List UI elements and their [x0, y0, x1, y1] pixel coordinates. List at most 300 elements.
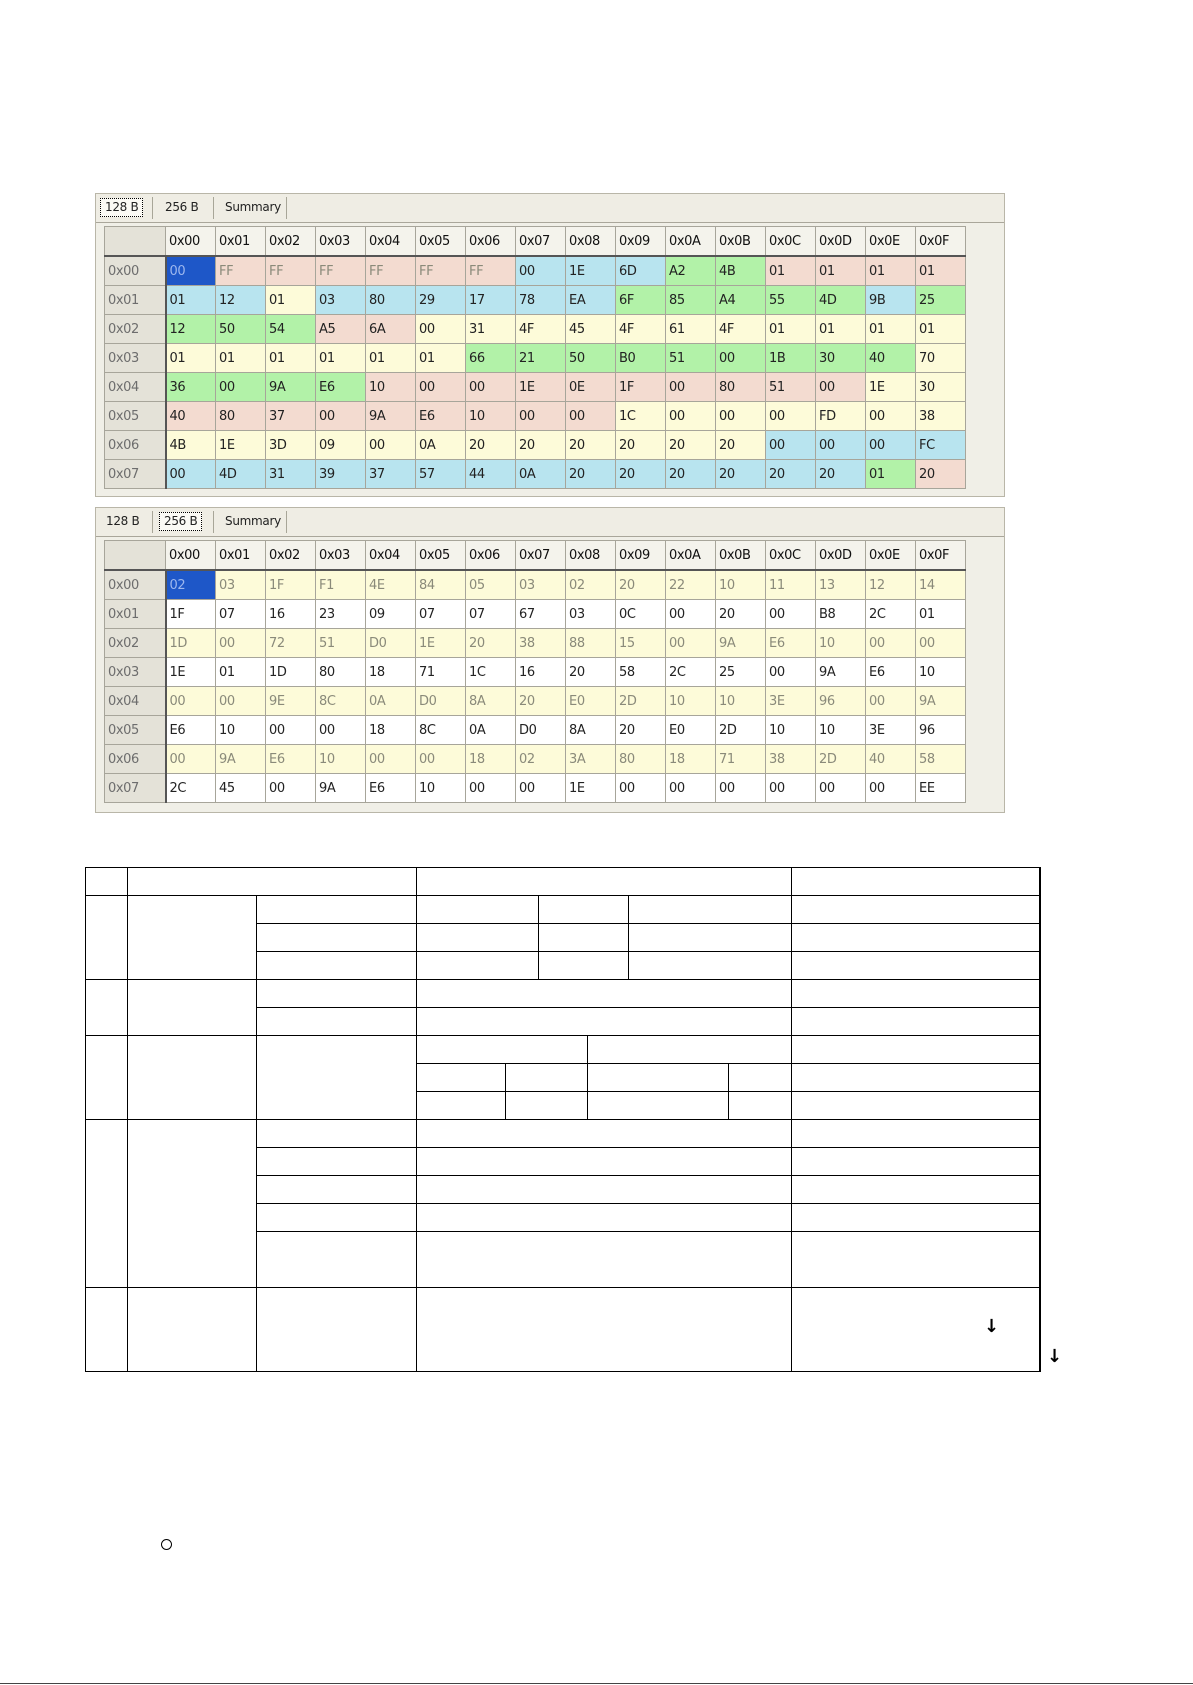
hex-cell[interactable]: 03 — [516, 570, 566, 600]
hex-cell[interactable]: 4B — [716, 256, 766, 286]
hex-cell[interactable]: 80 — [616, 745, 666, 774]
hex-cell[interactable]: A4 — [716, 286, 766, 315]
spec-row — [86, 1120, 1041, 1148]
hex-cell[interactable]: 20 — [516, 687, 566, 716]
hex-cell[interactable]: 38 — [766, 745, 816, 774]
hex-cell[interactable]: 51 — [316, 629, 366, 658]
hex-cell[interactable]: 1B — [766, 344, 816, 373]
hex-cell[interactable]: 1D — [266, 658, 316, 687]
row-header: 0x04 — [105, 373, 166, 402]
hex-cell[interactable]: 80 — [216, 402, 266, 431]
hex-cell[interactable]: 01 — [366, 344, 416, 373]
column-header: 0x0A — [666, 227, 716, 257]
hex-cell[interactable]: 23 — [316, 600, 366, 629]
hex-cell[interactable]: 9A — [716, 629, 766, 658]
hex-cell[interactable]: 1E — [166, 658, 216, 687]
hex-cell[interactable]: 58 — [916, 745, 966, 774]
hex-cell[interactable]: 00 — [216, 373, 266, 402]
hex-cell[interactable]: 3D — [266, 431, 316, 460]
hex-cell[interactable]: 18 — [666, 745, 716, 774]
hex-cell[interactable]: 00 — [516, 774, 566, 803]
tab-128b[interactable]: 128 B — [100, 198, 143, 217]
hex-cell[interactable]: 18 — [466, 745, 516, 774]
tab-256b[interactable]: 256 B — [159, 512, 202, 531]
hex-row — [105, 716, 966, 745]
circle-bullet-icon — [161, 1539, 172, 1550]
column-header: 0x02 — [266, 541, 316, 571]
hex-cell[interactable]: 45 — [566, 315, 616, 344]
hex-cell[interactable]: 01 — [166, 286, 216, 315]
hex-cell[interactable]: 30 — [916, 373, 966, 402]
hex-cell[interactable]: 20 — [766, 460, 816, 489]
hex-cell[interactable]: 09 — [366, 600, 416, 629]
hex-cell[interactable]: 00 — [316, 716, 366, 745]
hex-cell[interactable]: 20 — [666, 431, 716, 460]
hex-cell[interactable]: 01 — [866, 256, 916, 286]
hex-cell[interactable]: 00 — [366, 745, 416, 774]
tab-256b[interactable]: 256 B — [165, 200, 199, 214]
hex-cell[interactable]: 1E — [566, 774, 616, 803]
hex-cell[interactable]: E6 — [766, 629, 816, 658]
hex-cell[interactable]: E6 — [416, 402, 466, 431]
column-header: 0x0C — [766, 227, 816, 257]
hex-cell[interactable]: 16 — [516, 658, 566, 687]
hex-cell[interactable]: 8A — [566, 716, 616, 745]
hex-cell[interactable]: FD — [816, 402, 866, 431]
hex-cell[interactable]: 40 — [866, 344, 916, 373]
hex-cell[interactable]: 10 — [466, 402, 516, 431]
hex-cell[interactable]: 00 — [216, 629, 266, 658]
hex-cell[interactable]: 9A — [316, 774, 366, 803]
hex-cell[interactable]: 00 — [666, 629, 716, 658]
hex-cell[interactable]: FF — [266, 256, 316, 286]
hex-cell[interactable]: 10 — [416, 774, 466, 803]
hex-cell[interactable]: 25 — [716, 658, 766, 687]
hex-row — [105, 687, 966, 716]
hex-cell[interactable]: 00 — [866, 431, 916, 460]
hex-cell[interactable]: A5 — [316, 315, 366, 344]
hex-cell[interactable]: 1E — [216, 431, 266, 460]
hex-cell[interactable]: 20 — [516, 431, 566, 460]
hex-cell[interactable]: 00 — [716, 774, 766, 803]
column-header: 0x00 — [166, 227, 216, 257]
hex-cell[interactable]: 00 — [616, 774, 666, 803]
hex-cell[interactable]: 9A — [366, 402, 416, 431]
hex-cell[interactable]: 80 — [716, 373, 766, 402]
hex-cell[interactable]: 20 — [566, 431, 616, 460]
hex-cell[interactable]: 9B — [866, 286, 916, 315]
hex-cell[interactable]: 09 — [316, 431, 366, 460]
hex-cell[interactable]: 02 — [516, 745, 566, 774]
tab-128b[interactable]: 128 B — [106, 514, 140, 528]
hex-cell[interactable]: 6D — [616, 256, 666, 286]
hex-cell[interactable]: 10 — [766, 716, 816, 745]
hex-cell[interactable]: 02 — [566, 570, 616, 600]
hex-cell[interactable]: 01 — [266, 286, 316, 315]
hex-cell[interactable]: D0 — [366, 629, 416, 658]
hex-viewer-panel-256b — [95, 507, 1005, 813]
hex-cell[interactable]: 1C — [616, 402, 666, 431]
hex-cell[interactable]: 20 — [616, 716, 666, 745]
hex-cell[interactable]: FF — [466, 256, 516, 286]
hex-cell[interactable]: 00 — [666, 600, 716, 629]
hex-cell[interactable]: 07 — [416, 600, 466, 629]
hex-cell[interactable]: 00 — [216, 687, 266, 716]
hex-cell[interactable]: 10 — [816, 629, 866, 658]
hex-cell[interactable]: 54 — [266, 315, 316, 344]
hex-cell[interactable]: 1F — [166, 600, 216, 629]
hex-cell[interactable]: 50 — [566, 344, 616, 373]
hex-cell[interactable]: 00 — [166, 460, 216, 489]
row-header: 0x05 — [105, 402, 166, 431]
hex-cell[interactable]: F1 — [316, 570, 366, 600]
hex-cell[interactable]: 00 — [766, 658, 816, 687]
column-header: 0x04 — [366, 541, 416, 571]
hex-cell[interactable]: 00 — [666, 402, 716, 431]
hex-cell[interactable]: 12 — [166, 315, 216, 344]
hex-cell[interactable]: 61 — [666, 315, 716, 344]
hex-cell[interactable]: 2D — [616, 687, 666, 716]
hex-cell[interactable]: 05 — [466, 570, 516, 600]
column-header: 0x0E — [866, 227, 916, 257]
hex-cell[interactable]: 18 — [366, 658, 416, 687]
row-header: 0x05 — [105, 716, 166, 745]
hex-cell[interactable]: 4F — [616, 315, 666, 344]
hex-cell[interactable]: D0 — [516, 716, 566, 745]
hex-cell[interactable]: 00 — [566, 402, 616, 431]
hex-cell[interactable]: E6 — [266, 745, 316, 774]
hex-cell[interactable]: 10 — [316, 745, 366, 774]
hex-cell[interactable]: 84 — [416, 570, 466, 600]
hex-cell[interactable]: 2D — [716, 716, 766, 745]
hex-cell[interactable]: E6 — [366, 774, 416, 803]
hex-cell[interactable]: 2C — [866, 600, 916, 629]
hex-cell[interactable]: 00 — [416, 745, 466, 774]
hex-cell[interactable]: 00 — [716, 402, 766, 431]
page-rule — [0, 1683, 1193, 1684]
hex-cell[interactable]: 72 — [266, 629, 316, 658]
hex-cell[interactable]: 00 — [266, 774, 316, 803]
hex-cell[interactable]: 00 — [416, 315, 466, 344]
hex-cell[interactable]: 9A — [816, 658, 866, 687]
hex-cell[interactable]: 10 — [816, 716, 866, 745]
hex-cell[interactable]: 80 — [366, 286, 416, 315]
hex-cell[interactable]: 30 — [816, 344, 866, 373]
hex-cell[interactable]: 1D — [166, 629, 216, 658]
column-header: 0x03 — [316, 541, 366, 571]
hex-cell[interactable]: 00 — [166, 745, 216, 774]
hex-cell[interactable]: EA — [566, 286, 616, 315]
hex-cell[interactable]: 0E — [566, 373, 616, 402]
hex-row — [105, 570, 966, 600]
hex-cell[interactable]: 9E — [266, 687, 316, 716]
column-header: 0x05 — [416, 541, 466, 571]
hex-cell[interactable]: 20 — [466, 431, 516, 460]
hex-cell[interactable]: 3E — [866, 716, 916, 745]
hex-cell[interactable]: 00 — [766, 431, 816, 460]
hex-cell[interactable]: 00 — [816, 431, 866, 460]
hex-cell[interactable]: 50 — [216, 315, 266, 344]
hex-cell[interactable]: 0A — [416, 431, 466, 460]
hex-cell[interactable]: 0C — [616, 600, 666, 629]
hex-cell[interactable]: 1C — [466, 658, 516, 687]
hex-cell[interactable]: 20 — [666, 460, 716, 489]
hex-cell[interactable]: 55 — [766, 286, 816, 315]
hex-cell[interactable]: 37 — [366, 460, 416, 489]
hex-cell[interactable]: 00 — [366, 431, 416, 460]
hex-cell[interactable]: 29 — [416, 286, 466, 315]
hex-cell[interactable]: 00 — [516, 402, 566, 431]
hex-cell[interactable]: 10 — [716, 570, 766, 600]
hex-cell[interactable]: 10 — [916, 658, 966, 687]
hex-cell[interactable]: 00 — [466, 373, 516, 402]
row-header: 0x02 — [105, 315, 166, 344]
hex-cell[interactable]: 00 — [866, 629, 916, 658]
hex-cell[interactable]: 10 — [716, 687, 766, 716]
hex-cell[interactable]: FC — [916, 431, 966, 460]
hex-cell[interactable]: 22 — [666, 570, 716, 600]
hex-cell[interactable]: 01 — [316, 344, 366, 373]
hex-cell[interactable]: 51 — [766, 373, 816, 402]
hex-cell[interactable]: 6A — [366, 315, 416, 344]
hex-cell[interactable]: 39 — [316, 460, 366, 489]
hex-cell[interactable]: 07 — [466, 600, 516, 629]
hex-cell[interactable]: 0A — [516, 460, 566, 489]
column-header: 0x08 — [566, 227, 616, 257]
hex-cell[interactable]: 70 — [916, 344, 966, 373]
hex-cell[interactable]: 00 — [816, 774, 866, 803]
hex-cell[interactable]: 20 — [716, 460, 766, 489]
hex-cell[interactable]: 10 — [366, 373, 416, 402]
hex-cell[interactable]: E0 — [666, 716, 716, 745]
hex-cell[interactable]: 01 — [216, 658, 266, 687]
hex-cell[interactable]: 4B — [166, 431, 216, 460]
hex-cell[interactable]: 0A — [366, 687, 416, 716]
hex-cell[interactable]: 71 — [716, 745, 766, 774]
hex-cell[interactable]: 78 — [516, 286, 566, 315]
hex-cell[interactable]: 1E — [516, 373, 566, 402]
hex-cell[interactable]: 01 — [416, 344, 466, 373]
hex-cell[interactable]: 1F — [266, 570, 316, 600]
hex-cell[interactable]: 20 — [916, 460, 966, 489]
hex-cell[interactable]: 15 — [616, 629, 666, 658]
hex-cell[interactable]: E6 — [166, 716, 216, 745]
hex-cell[interactable]: 00 — [916, 629, 966, 658]
hex-cell[interactable]: 01 — [266, 344, 316, 373]
hex-cell[interactable]: 00 — [416, 373, 466, 402]
hex-row — [105, 629, 966, 658]
hex-cell[interactable]: 00 — [866, 402, 916, 431]
hex-cell[interactable]: FF — [316, 256, 366, 286]
hex-cell[interactable]: 20 — [816, 460, 866, 489]
hex-cell[interactable]: 13 — [816, 570, 866, 600]
hex-cell[interactable]: E6 — [316, 373, 366, 402]
hex-cell[interactable]: 20 — [716, 431, 766, 460]
hex-cell[interactable]: 85 — [666, 286, 716, 315]
hex-cell[interactable]: 36 — [166, 373, 216, 402]
hex-cell[interactable]: 14 — [916, 570, 966, 600]
hex-cell[interactable]: 20 — [616, 460, 666, 489]
hex-cell[interactable]: 00 — [816, 373, 866, 402]
hex-cell[interactable]: D0 — [416, 687, 466, 716]
hex-cell[interactable]: 6F — [616, 286, 666, 315]
column-header: 0x02 — [266, 227, 316, 257]
hex-cell[interactable]: 00 — [466, 774, 516, 803]
hex-cell[interactable]: 31 — [466, 315, 516, 344]
hex-cell[interactable]: 31 — [266, 460, 316, 489]
down-arrow-icon: ↓ — [984, 1316, 1000, 1337]
column-header: 0x05 — [416, 227, 466, 257]
hex-cell[interactable]: B0 — [616, 344, 666, 373]
hex-cell[interactable]: 01 — [866, 315, 916, 344]
hex-cell[interactable]: 4D — [216, 460, 266, 489]
hex-cell[interactable]: 1E — [416, 629, 466, 658]
hex-cell[interactable]: 38 — [516, 629, 566, 658]
hex-cell[interactable]: 11 — [766, 570, 816, 600]
hex-cell[interactable]: 16 — [266, 600, 316, 629]
hex-cell[interactable]: 18 — [366, 716, 416, 745]
hex-cell[interactable]: 2C — [166, 774, 216, 803]
hex-cell[interactable]: 20 — [566, 658, 616, 687]
hex-cell[interactable]: E0 — [566, 687, 616, 716]
hex-cell[interactable]: 01 — [216, 344, 266, 373]
hex-row — [105, 745, 966, 774]
hex-cell[interactable]: 00 — [766, 600, 816, 629]
hex-cell[interactable]: 9A — [266, 373, 316, 402]
hex-cell[interactable]: 00 — [866, 687, 916, 716]
hex-cell[interactable]: 67 — [516, 600, 566, 629]
hex-cell[interactable]: 01 — [916, 315, 966, 344]
hex-cell[interactable]: 10 — [666, 687, 716, 716]
hex-cell[interactable]: 58 — [616, 658, 666, 687]
row-header: 0x03 — [105, 344, 166, 373]
hex-cell[interactable]: FF — [216, 256, 266, 286]
hex-row — [105, 658, 966, 687]
hex-cell[interactable]: 66 — [466, 344, 516, 373]
hex-cell[interactable]: 10 — [216, 716, 266, 745]
hex-grid — [104, 540, 966, 803]
hex-cell[interactable]: 8C — [316, 687, 366, 716]
hex-cell[interactable]: 25 — [916, 286, 966, 315]
hex-cell[interactable]: 4F — [716, 315, 766, 344]
hex-cell[interactable]: 01 — [166, 344, 216, 373]
hex-cell[interactable]: 71 — [416, 658, 466, 687]
column-header: 0x03 — [316, 227, 366, 257]
hex-cell[interactable]: 01 — [866, 460, 916, 489]
hex-cell[interactable]: 00 — [766, 402, 816, 431]
hex-row — [105, 256, 966, 286]
hex-cell[interactable]: 17 — [466, 286, 516, 315]
hex-cell[interactable]: 20 — [716, 600, 766, 629]
hex-cell[interactable]: 3A — [566, 745, 616, 774]
hex-cell[interactable]: 12 — [866, 570, 916, 600]
hex-cell[interactable]: 12 — [216, 286, 266, 315]
hex-cell[interactable]: 40 — [866, 745, 916, 774]
tab-summary[interactable]: Summary — [225, 200, 281, 214]
tab-bar — [96, 508, 1004, 537]
hex-cell[interactable]: 3E — [766, 687, 816, 716]
hex-cell[interactable]: 44 — [466, 460, 516, 489]
hex-cell[interactable]: 01 — [916, 600, 966, 629]
hex-cell[interactable]: 1E — [866, 373, 916, 402]
hex-cell[interactable]: 20 — [466, 629, 516, 658]
spec-row — [86, 980, 1041, 1008]
grid-corner — [105, 541, 166, 571]
hex-cell[interactable]: 57 — [416, 460, 466, 489]
hex-cell[interactable]: 9A — [216, 745, 266, 774]
hex-cell[interactable]: 37 — [266, 402, 316, 431]
hex-cell[interactable]: 96 — [916, 716, 966, 745]
hex-cell[interactable]: 03 — [216, 570, 266, 600]
hex-cell[interactable]: 01 — [766, 315, 816, 344]
hex-cell[interactable]: 02 — [166, 570, 216, 600]
hex-cell[interactable]: 03 — [566, 600, 616, 629]
hex-cell[interactable]: 21 — [516, 344, 566, 373]
hex-cell[interactable]: 00 — [866, 774, 916, 803]
hex-cell[interactable]: 4F — [516, 315, 566, 344]
hex-cell[interactable]: 96 — [816, 687, 866, 716]
hex-cell[interactable]: 01 — [766, 256, 816, 286]
hex-cell[interactable]: 20 — [566, 460, 616, 489]
spec-row — [86, 1036, 1041, 1064]
hex-cell[interactable]: 01 — [816, 315, 866, 344]
hex-cell[interactable]: 00 — [316, 402, 366, 431]
hex-cell[interactable]: B8 — [816, 600, 866, 629]
hex-cell[interactable]: E6 — [866, 658, 916, 687]
hex-cell[interactable]: 88 — [566, 629, 616, 658]
hex-cell[interactable]: 00 — [666, 774, 716, 803]
hex-cell[interactable]: EE — [916, 774, 966, 803]
hex-cell[interactable]: 07 — [216, 600, 266, 629]
down-arrow-icon: ↓ — [1047, 1346, 1063, 1367]
hex-cell[interactable]: 01 — [916, 256, 966, 286]
hex-cell[interactable]: 40 — [166, 402, 216, 431]
hex-cell[interactable]: 20 — [616, 570, 666, 600]
hex-cell[interactable]: 00 — [666, 373, 716, 402]
hex-cell[interactable]: 00 — [166, 687, 216, 716]
hex-cell[interactable]: 20 — [616, 431, 666, 460]
hex-cell[interactable]: 80 — [316, 658, 366, 687]
column-header: 0x06 — [466, 541, 516, 571]
hex-cell[interactable]: 03 — [316, 286, 366, 315]
hex-cell[interactable]: FF — [366, 256, 416, 286]
tab-summary[interactable]: Summary — [225, 514, 281, 528]
hex-cell[interactable]: 4E — [366, 570, 416, 600]
hex-cell[interactable]: 0A — [466, 716, 516, 745]
column-header: 0x06 — [466, 227, 516, 257]
hex-cell[interactable]: FF — [416, 256, 466, 286]
hex-cell[interactable]: 45 — [216, 774, 266, 803]
hex-cell[interactable]: 00 — [266, 716, 316, 745]
hex-cell[interactable]: 2D — [816, 745, 866, 774]
hex-cell[interactable]: 01 — [816, 256, 866, 286]
hex-cell[interactable]: 51 — [666, 344, 716, 373]
hex-cell[interactable]: 00 — [716, 344, 766, 373]
hex-cell[interactable]: 8A — [466, 687, 516, 716]
hex-cell[interactable]: 38 — [916, 402, 966, 431]
hex-cell[interactable]: 1F — [616, 373, 666, 402]
column-header: 0x09 — [616, 227, 666, 257]
hex-cell[interactable]: 8C — [416, 716, 466, 745]
hex-cell[interactable]: 00 — [766, 774, 816, 803]
hex-cell[interactable]: 4D — [816, 286, 866, 315]
hex-cell[interactable]: A2 — [666, 256, 716, 286]
hex-cell[interactable]: 9A — [916, 687, 966, 716]
hex-cell[interactable]: 2C — [666, 658, 716, 687]
hex-cell[interactable]: 00 — [166, 256, 216, 286]
hex-cell[interactable]: 00 — [516, 256, 566, 286]
hex-cell[interactable]: 1E — [566, 256, 616, 286]
